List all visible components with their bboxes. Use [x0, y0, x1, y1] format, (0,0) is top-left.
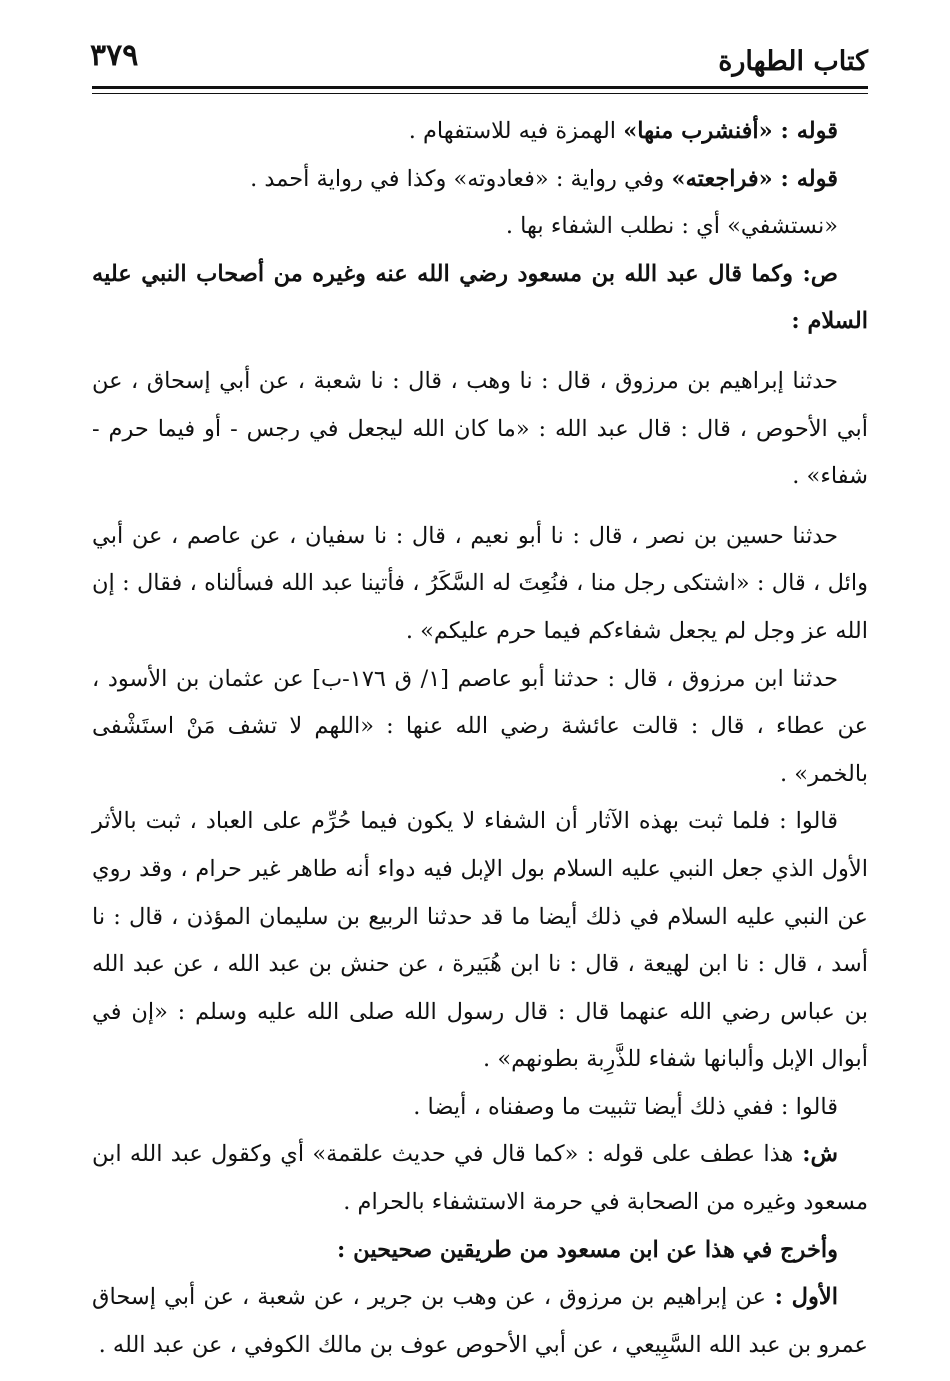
running-header — [90, 38, 868, 88]
paragraph — [92, 1131, 868, 1226]
paragraph-text: حدثنا إبراهيم بن مرزوق ، قال : نا وهب ، قال : نا شعبة ، عن أبي إسحاق ، عن أبي الأحوص ، قال : قال عبد الله : «ما كان الله ليجعل في رجس - أو فيما حرم - شفاء» . — [92, 367, 868, 490]
paragraph-label: ص: — [792, 260, 838, 287]
paragraph — [92, 798, 868, 1084]
paragraph-bold-text: وأخرج في هذا عن ابن مسعود من طريقين صحيحين : — [337, 1236, 838, 1263]
paragraph-text: الهمزة فيه للاستفهام . — [408, 118, 624, 144]
paragraph-label: قوله : — [772, 118, 838, 144]
paragraph-label: ش: — [793, 1141, 838, 1168]
paragraph — [92, 1084, 868, 1132]
paragraph-text: «نستشفي» أي : نطلب الشفاء بها . — [505, 213, 838, 240]
paragraph — [92, 1274, 868, 1369]
header-rule-thick — [92, 86, 868, 89]
paragraph — [92, 203, 868, 251]
paragraph-bold-text: «فراجعته» — [671, 165, 773, 192]
paragraph — [92, 251, 868, 346]
paragraph-text: قالوا : ففي ذلك أيضا تثبيت ما وصفناه ، أيضا . — [413, 1093, 838, 1120]
paragraph-bold-text: «أفنشرب منها» — [623, 118, 773, 144]
paragraph-bold-text: وكما قال عبد الله بن مسعود رضي الله عنه وغيره من أصحاب النبي عليه السلام : — [92, 260, 868, 335]
paragraph-text: وفي رواية : «فعادوته» وكذا في رواية أحمد . — [250, 165, 672, 192]
paragraph-label: الأول : — [765, 1284, 838, 1311]
page-body — [92, 108, 868, 1369]
paragraph — [92, 1227, 868, 1275]
chapter-title: كتاب الطهارة — [718, 46, 868, 77]
paragraph — [92, 513, 868, 656]
paragraph-text: قالوا : فلما ثبت بهذه الآثار أن الشفاء لا يكون فيما حُرِّم على العباد ، ثبت بالأثر الأول الذي جعل النبي عليه السلام بول الإبل فيه دواء أنه طاهر غير حرام ، وقد روي عن النبي عليه السلام في ذلك أيضا ما قد حدثنا الربيع بن سليمان المؤذن ، قال : نا أسد ، قال : نا ابن لهيعة ، قال : نا ابن هُبَيرة ، عن حنش بن عبد الله ، عن عبد الله بن عباس رضي الله عنهما قال : قال رسول الله صلى الله عليه وسلم : «إن في أبوال الإبل وألبانها شفاء للذَّرِبة بطونهم» . — [92, 808, 868, 1073]
paragraph-text: هذا عطف على قوله : «كما قال في حديث علقمة» أي وكقول عبد الله ابن مسعود وغيره من الصحابة في حرمة الاستشفاء بالحرام . — [92, 1141, 868, 1216]
paragraph — [92, 156, 868, 204]
paragraph-label: قوله : — [772, 165, 838, 192]
paragraph-text: عن إبراهيم بن مرزوق ، عن وهب بن جرير ، عن شعبة ، عن أبي إسحاق عمرو بن عبد الله السَّبِيعي ، عن أبي الأحوص عوف بن مالك الكوفي ، عن عبد الله . — [92, 1284, 868, 1358]
paragraph — [92, 108, 868, 156]
header-rule-thin — [92, 93, 868, 94]
paragraph — [92, 358, 868, 501]
paragraph-text: حدثنا ابن مرزوق ، قال : حدثنا أبو عاصم [١/ ق ١٧٦-ب] عن عثمان بن الأسود ، عن عطاء ، قال : قالت عائشة رضي الله عنها : «اللهم لا تشف مَنْ استَشْفى بالخمر» . — [92, 665, 868, 787]
paragraph-text: حدثنا حسين بن نصر ، قال : نا أبو نعيم ، قال : نا سفيان ، عن عاصم ، عن أبي وائل ، قال : «اشتكى رجل منا ، فنُعِتَ له السَّكَرُ ، فأتينا عبد الله فسألناه ، فقال : إن الله عز وجل لم يجعل شفاءكم فيما حرم عليكم» . — [92, 522, 868, 644]
paragraph — [92, 656, 868, 799]
page-number: ٣٧٩ — [90, 38, 139, 73]
